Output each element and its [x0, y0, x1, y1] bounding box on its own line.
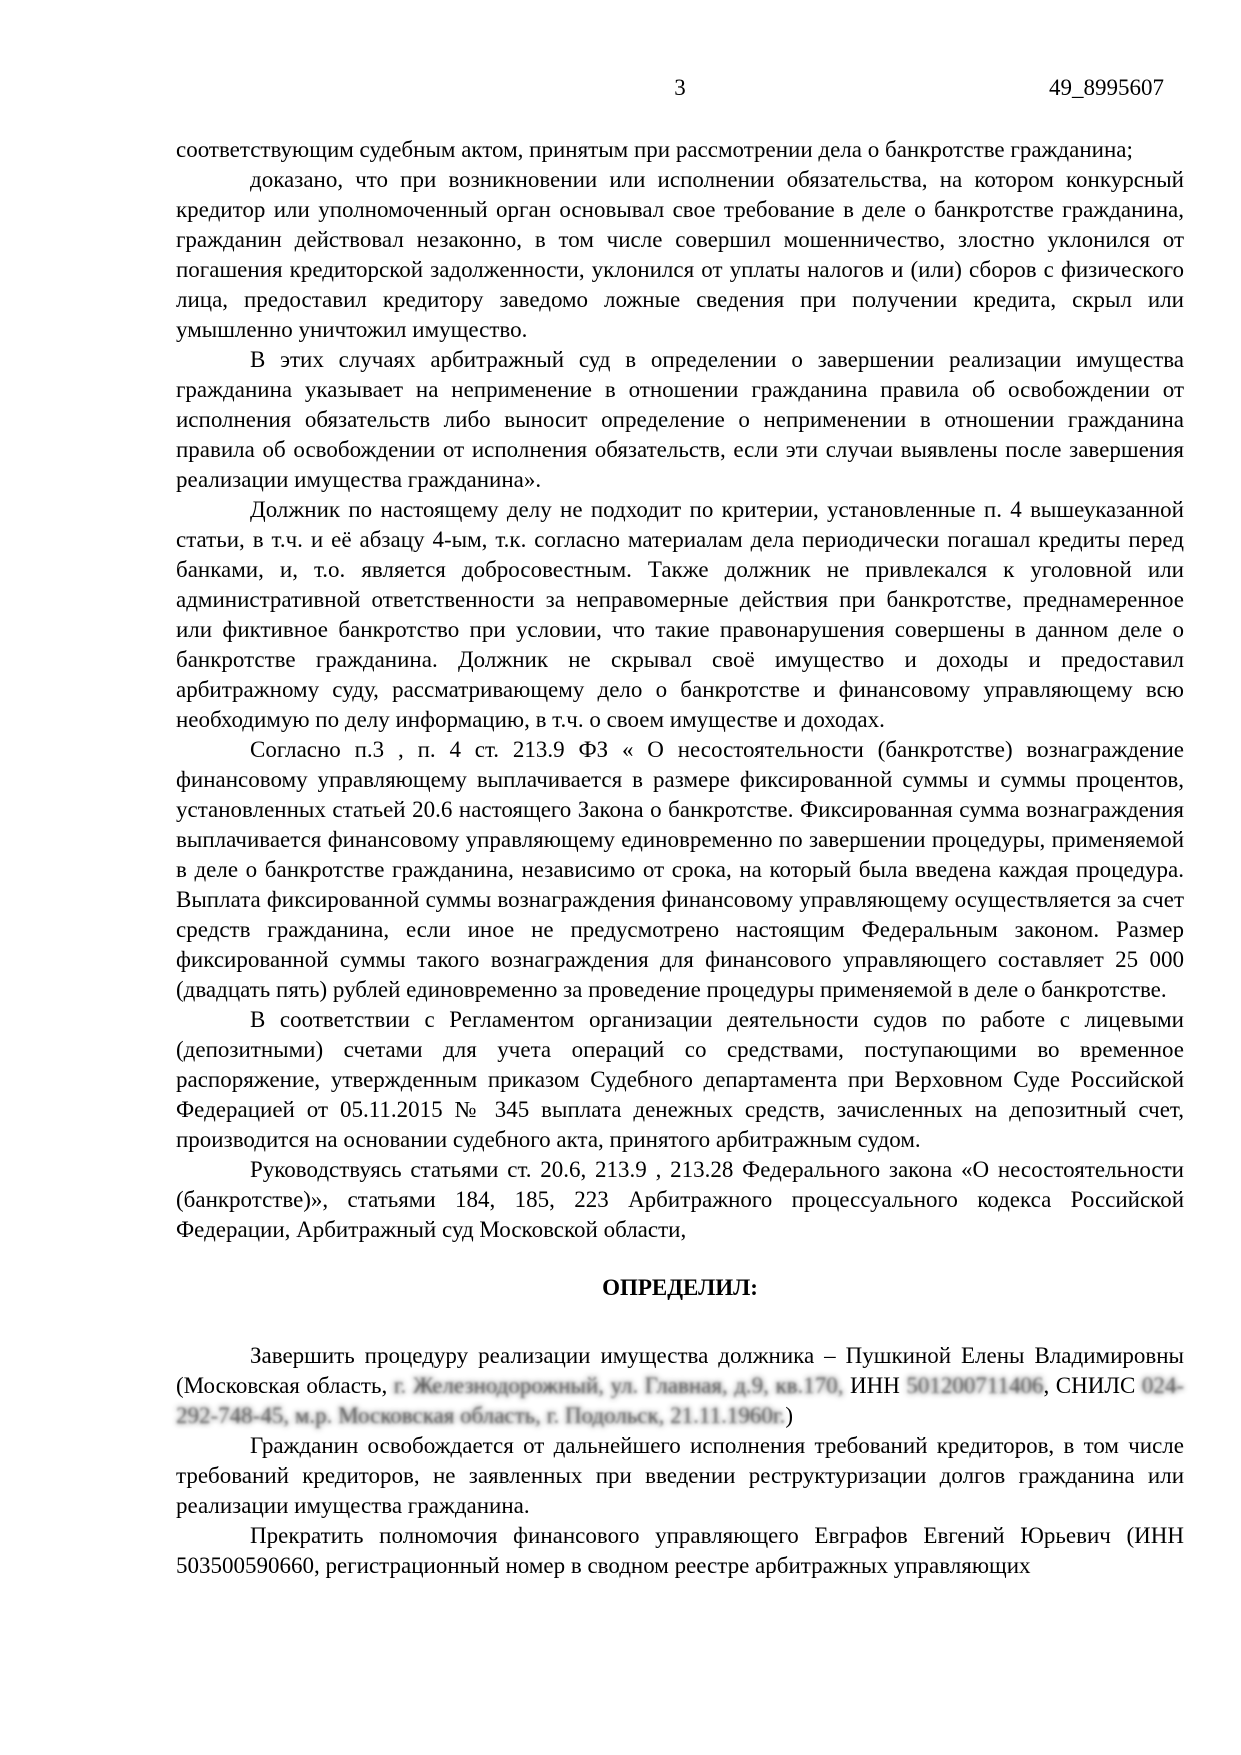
paragraph: доказано, что при возникновении или исполнении обязательства, на котором конкурсный кредитор или уполномоченный орган основывал свое требование в деле о банкротстве гражданина, гражданин действовал незаконно, в том числе совершил мошенничество, злостно уклонился от погашения кредиторской задолженности, уклонился от уплаты налогов и (или) сборов с физического лица, предоставил кредитору заведомо ложные сведения при получении кредита, скрыл или умышленно уничтожил имущество.: [176, 167, 1184, 342]
paragraph: соответствующим судебным актом, принятым при рассмотрении дела о банкротстве гражданина;: [176, 137, 1133, 162]
paragraph-text: Завершить процедуру реализации имущества должника – Пушкиной Елены Владимировны (Московская область,: [176, 1343, 1184, 1398]
paragraph-text: ): [785, 1403, 794, 1428]
redacted-text: 501200711406: [906, 1373, 1044, 1398]
case-number: 49_8995607: [1049, 75, 1164, 100]
page-header: [176, 73, 1184, 103]
redacted-text: г. Железнодорожный, ул. Главная, д.9, кв.170,: [393, 1373, 844, 1398]
paragraph: Гражданин освобождается от дальнейшего исполнения требований кредиторов, в том числе требований кредиторов, не заявленных при введении реструктуризации долгов гражданина или реализации имущества гражданина.: [176, 1433, 1184, 1518]
paragraph: Должник по настоящему делу не подходит по критерии, установленные п. 4 вышеуказанной статьи, в т.ч. и её абзацу 4-ым, т.к. согласно материалам дела периодически погашал кредиты перед банками, и, т.о. является добросовестным. Также должник не привлекался к уголовной или административной ответственности за неправомерные действия при банкротстве, преднамеренное или фиктивное банкротство при условии, что такие правонарушения совершены в данном деле о банкротстве гражданина. Должник не скрывал своё имущество и доходы и предоставил арбитражному суду, рассматривающему дело о банкротстве и финансовому управляющему всю необходимую по делу информацию, в т.ч. о своем имуществе и доходах.: [176, 497, 1184, 732]
paragraph: [176, 1341, 1184, 1431]
paragraph-text: , СНИЛС: [1043, 1373, 1142, 1398]
paragraph: Руководствуясь статьями ст. 20.6, 213.9 , 213.28 Федерального закона «О несостоятельности (банкротстве)», статьями 184, 185, 223 Арбитражного процессуального кодекса Российской Федерации, Арбитражный суд Московской области,: [176, 1157, 1184, 1242]
page-number: 3: [674, 75, 686, 100]
paragraph: В этих случаях арбитражный суд в определении о завершении реализации имущества гражданина указывает на неприменение в отношении гражданина правила об освобождении от исполнения обязательств либо выносит определение о неприменении в отношении гражданина правила об освобождении от исполнения обязательств, если эти случаи выявлены после завершения реализации имущества гражданина».: [176, 347, 1184, 492]
ruling-heading: ОПРЕДЕЛИЛ:: [602, 1275, 758, 1300]
paragraph: В соответствии с Регламентом организации деятельности судов по работе с лицевыми (депозитными) счетами для учета операций со средствами, поступающими во временное распоряжение, утвержденным приказом Судебного департамента при Верховном Суде Российской Федерацией от 05.11.2015 № 345 выплата денежных средств, зачисленных на депозитный счет, производится на основании судебного акта, принятого арбитражным судом.: [176, 1007, 1184, 1152]
redacted-text: 024-292-748-45, м.р. Московская область, г. Подольск, 21.11.1960г.: [176, 1373, 1184, 1428]
paragraph: Прекратить полномочия финансового управляющего Евграфов Евгений Юрьевич (ИНН 503500590660, регистрационный номер в сводном реестре арбитражных управляющих: [176, 1523, 1184, 1578]
paragraph: Согласно п.3 , п. 4 ст. 213.9 ФЗ « О несостоятельности (банкротстве) вознаграждение финансовому управляющему выплачивается в размере фиксированной суммы и суммы процентов, установленных статьей 20.6 настоящего Закона о банкротстве. Фиксированная сумма вознаграждения выплачивается финансовому управляющему единовременно по завершении процедуры, применяемой в деле о банкротстве гражданина, независимо от срока, на который была введена каждая процедура. Выплата фиксированной суммы вознаграждения финансовому управляющему осуществляется за счет средств гражданина, если иное не предусмотрено настоящим Федеральным законом. Размер фиксированной суммы такого вознаграждения для финансового управляющего составляет 25 000 (двадцать пять) рублей единовременно за проведение процедуры применяемой в деле о банкротстве.: [176, 737, 1184, 1002]
document-body: [176, 135, 1184, 1581]
paragraph-text: ИНН: [843, 1373, 907, 1398]
